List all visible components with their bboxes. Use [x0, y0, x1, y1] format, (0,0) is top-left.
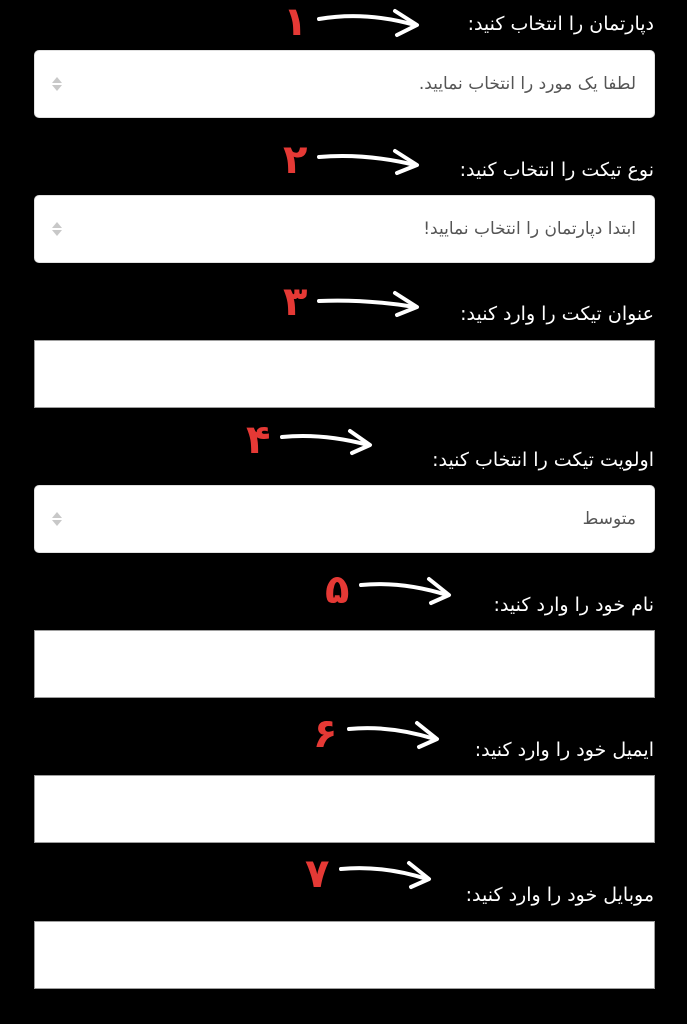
annotation-number: ۴: [246, 417, 271, 463]
department-label-row: [468, 4, 654, 44]
email-input[interactable]: [35, 776, 654, 842]
department-select-value: لطفا یک مورد را انتخاب نمایید.: [418, 74, 636, 94]
select-arrows-icon: [51, 221, 63, 237]
arrow-right-icon: [315, 285, 425, 319]
email-field[interactable]: [34, 775, 655, 843]
name-label-row: [494, 585, 654, 625]
department-select[interactable]: [34, 50, 655, 118]
select-arrows-icon: [51, 76, 63, 92]
ticket-priority-select-value: متوسط: [582, 509, 636, 529]
select-arrows-icon: [51, 511, 63, 527]
mobile-label-row: [466, 875, 654, 915]
annotation-6: [313, 712, 445, 756]
ticket-title-field[interactable]: [34, 340, 655, 408]
arrow-right-icon: [337, 857, 437, 891]
name-input[interactable]: [35, 631, 654, 697]
arrow-right-icon: [278, 423, 378, 457]
email-label: ایمیل خود را وارد کنید:: [474, 739, 654, 761]
arrow-right-icon: [315, 143, 425, 177]
mobile-field[interactable]: [34, 921, 655, 989]
annotation-5: [325, 568, 457, 612]
annotation-number: ۲: [283, 137, 308, 183]
arrow-right-icon: [345, 717, 445, 751]
mobile-input[interactable]: [35, 922, 654, 988]
ticket-priority-label: اولویت تیکت را انتخاب کنید:: [432, 449, 654, 471]
name-field[interactable]: [34, 630, 655, 698]
annotation-7: [305, 852, 437, 896]
annotation-number: ۳: [283, 279, 308, 325]
ticket-priority-select[interactable]: [34, 485, 655, 553]
ticket-priority-label-row: [432, 440, 654, 480]
ticket-type-select[interactable]: [34, 195, 655, 263]
arrow-right-icon: [357, 573, 457, 607]
arrow-right-icon: [315, 5, 425, 39]
ticket-type-select-value: ابتدا دپارتمان را انتخاب نمایید!: [423, 219, 636, 239]
ticket-title-label: عنوان تیکت را وارد کنید:: [460, 303, 654, 325]
annotation-number: ۵: [325, 567, 350, 613]
email-label-row: [475, 730, 654, 770]
annotation-3: [283, 280, 425, 324]
annotation-number: ۱: [283, 0, 308, 45]
department-label: دپارتمان را انتخاب کنید:: [467, 13, 654, 35]
ticket-title-input[interactable]: [35, 341, 654, 407]
annotation-number: ۷: [305, 851, 330, 897]
annotation-number: ۶: [313, 711, 338, 757]
ticket-type-label-row: [460, 150, 654, 190]
mobile-label: موبایل خود را وارد کنید:: [465, 884, 654, 906]
ticket-type-label: نوع تیکت را انتخاب کنید:: [459, 159, 654, 181]
name-label: نام خود را وارد کنید:: [493, 594, 654, 616]
annotation-4: [246, 418, 378, 462]
ticket-title-label-row: [460, 294, 654, 334]
annotation-2: [283, 138, 425, 182]
annotation-1: [283, 0, 425, 44]
